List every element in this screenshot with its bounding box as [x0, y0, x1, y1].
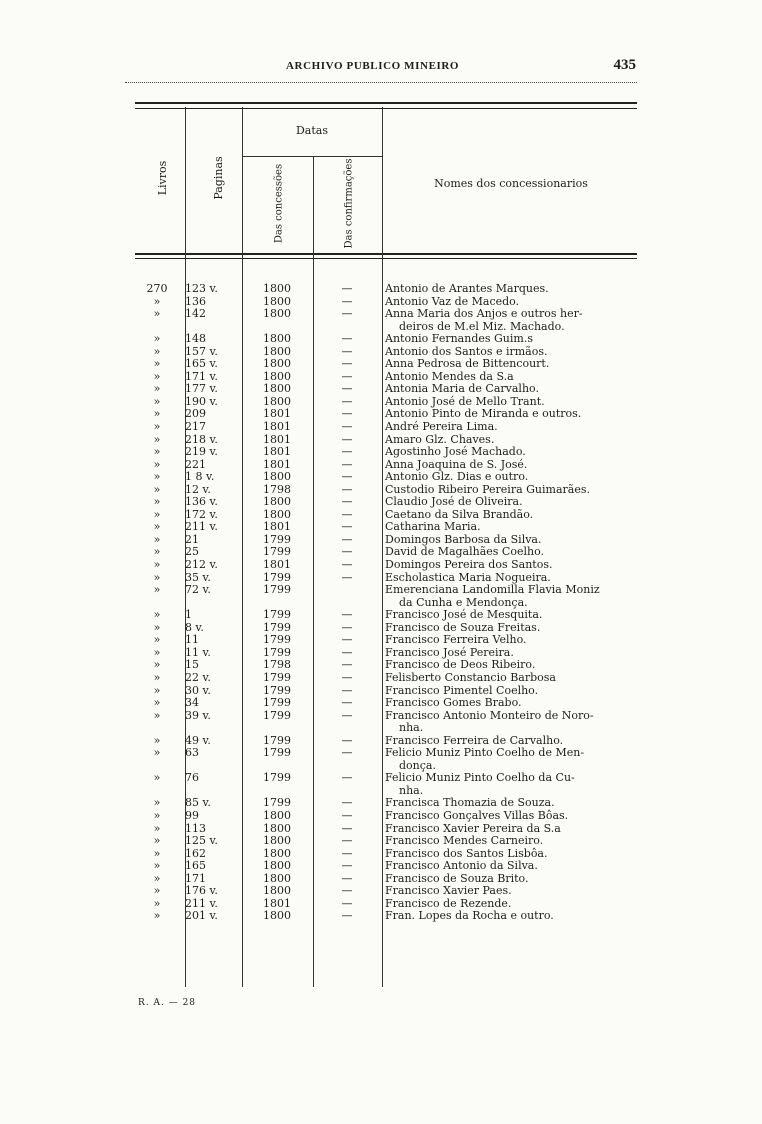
- concessionario-name-cell: [385, 860, 643, 873]
- confirmacao-cell: —: [341, 344, 353, 358]
- livro-cell: »: [153, 771, 161, 785]
- confirmacao-cell: —: [341, 294, 353, 308]
- livro-cell: »: [153, 909, 161, 923]
- livro-cell: »: [153, 294, 161, 308]
- concessionario-name-cell: [385, 421, 643, 434]
- concessao-year-cell: 1799: [263, 570, 291, 584]
- pagina-cell: 125 v.: [185, 834, 218, 848]
- concessao-year-cell: 1800: [263, 884, 291, 898]
- pagina-cell: 211 v.: [185, 520, 218, 534]
- livro-cell: »: [153, 896, 161, 910]
- confirmacao-cell: —: [341, 796, 353, 810]
- name-line: Felicio Muniz Pinto Coelho de Men-: [385, 746, 585, 760]
- name-line: Fran. Lopes da Rocha e outro.: [385, 909, 554, 923]
- livro-cell: »: [153, 670, 161, 684]
- concessao-year-cell: 1799: [263, 746, 291, 760]
- livro-cell: »: [153, 708, 161, 722]
- concessao-year-cell: 1801: [263, 457, 291, 471]
- concessao-year-cell: 1801: [263, 445, 291, 459]
- livro-cell: »: [153, 733, 161, 747]
- pagina-cell: 177 v.: [185, 382, 218, 396]
- table-row: [135, 634, 645, 647]
- pagina-cell: 113: [185, 821, 206, 835]
- concessao-year-cell: 1800: [263, 470, 291, 484]
- confirmacao-cell: —: [341, 520, 353, 534]
- name-line: Francisco Xavier Paes.: [385, 884, 512, 898]
- pagina-cell: 172 v.: [185, 507, 218, 521]
- confirmacao-cell: —: [341, 846, 353, 860]
- table-row: [135, 697, 645, 710]
- name-line: Francisco dos Santos Lisbôa.: [385, 846, 548, 860]
- concessao-year-cell: 1798: [263, 482, 291, 496]
- confirmacao-cell: —: [341, 808, 353, 822]
- confirmacao-cell: —: [341, 432, 353, 446]
- concessao-year-cell: 1800: [263, 859, 291, 873]
- name-line: Agostinho José Machado.: [385, 445, 526, 459]
- name-line: Francisco de Rezende.: [385, 896, 512, 910]
- livro-cell: »: [153, 746, 161, 760]
- pagina-cell: 12 v.: [185, 482, 211, 496]
- name-line: Francisco Pimentel Coelho.: [385, 683, 539, 697]
- pagina-cell: 49 v.: [185, 733, 211, 747]
- concessao-year-cell: 1799: [263, 733, 291, 747]
- name-line: Francisco Gonçalves Villas Bôas.: [385, 808, 569, 822]
- name-line: Francisco Mendes Carneiro.: [385, 834, 544, 848]
- name-line: Antonia Maria de Carvalho.: [385, 382, 539, 396]
- livro-cell: »: [153, 558, 161, 572]
- name-line: Francisco Antonio da Silva.: [385, 859, 538, 873]
- livro-cell: »: [153, 307, 161, 321]
- concessao-year-cell: 1800: [263, 369, 291, 383]
- concessao-year-cell: 1799: [263, 633, 291, 647]
- livro-cell: »: [153, 545, 161, 559]
- name-line: Anna Maria dos Anjos e outros her-: [385, 307, 583, 321]
- livro-cell: »: [153, 495, 161, 509]
- concessionario-name-cell: [385, 308, 643, 333]
- name-line: Francisco Gomes Brabo.: [385, 696, 522, 710]
- running-head: [138, 56, 638, 80]
- livro-cell: »: [153, 834, 161, 848]
- concessionario-name-cell: [385, 333, 643, 346]
- name-line: Francisco José Pereira.: [385, 645, 514, 659]
- confirmacao-cell: —: [341, 645, 353, 659]
- concessionario-name-cell: [385, 609, 643, 622]
- concessao-year-cell: 1800: [263, 834, 291, 848]
- livro-cell: »: [153, 332, 161, 346]
- concessionario-name-cell: [385, 710, 643, 735]
- table-row: [135, 860, 645, 873]
- concessionario-name-cell: [385, 697, 643, 710]
- concessao-year-cell: 1800: [263, 909, 291, 923]
- pagina-cell: 165 v.: [185, 357, 218, 371]
- confirmacao-cell: —: [341, 369, 353, 383]
- name-line: Amaro Glz. Chaves.: [385, 432, 495, 446]
- livro-cell: »: [153, 608, 161, 622]
- column-head-paginas: Paginas: [212, 156, 225, 200]
- livro-cell: »: [153, 884, 161, 898]
- confirmacao-cell: —: [341, 746, 353, 760]
- livro-cell: »: [153, 407, 161, 421]
- pagina-cell: 34: [185, 696, 199, 710]
- concessao-year-cell: 1799: [263, 545, 291, 559]
- pagina-cell: 148: [185, 332, 206, 346]
- column-head-datas: Datas: [295, 124, 328, 137]
- concessao-year-cell: 1799: [263, 796, 291, 810]
- table-row: [135, 358, 645, 371]
- table-row: [135, 885, 645, 898]
- page-number: 435: [613, 57, 636, 73]
- livro-cell: »: [153, 382, 161, 396]
- concessao-year-cell: 1801: [263, 520, 291, 534]
- concessao-year-cell: 1800: [263, 821, 291, 835]
- concessionario-name-cell: [385, 471, 643, 484]
- name-continuation-line: donça.: [399, 758, 436, 772]
- pagina-cell: 136: [185, 294, 206, 308]
- pagina-cell: 76: [185, 771, 199, 785]
- concessao-year-cell: 1800: [263, 307, 291, 321]
- name-line: Caetano da Silva Brandão.: [385, 507, 534, 521]
- concessionario-name-cell: [385, 446, 643, 459]
- name-continuation-line: nha.: [399, 721, 424, 735]
- pagina-cell: 217: [185, 420, 206, 434]
- name-line: Escholastica Maria Nogueira.: [385, 570, 551, 584]
- name-line: André Pereira Lima.: [385, 420, 498, 434]
- name-line: Anna Joaquina de S. José.: [385, 457, 528, 471]
- concessionario-name-cell: [385, 358, 643, 371]
- confirmacao-cell: —: [341, 470, 353, 484]
- column-head-nomes: Nomes dos concessionarios: [434, 177, 588, 190]
- confirmacao-cell: —: [341, 909, 353, 923]
- livro-cell: »: [153, 645, 161, 659]
- confirmacao-cell: —: [341, 859, 353, 873]
- confirmacao-cell: —: [341, 445, 353, 459]
- confirmacao-cell: —: [341, 834, 353, 848]
- confirmacao-cell: —: [341, 884, 353, 898]
- concessao-year-cell: 1801: [263, 420, 291, 434]
- confirmacao-cell: —: [341, 708, 353, 722]
- pagina-cell: 165: [185, 859, 206, 873]
- confirmacao-cell: —: [341, 633, 353, 647]
- confirmacao-cell: —: [341, 282, 353, 295]
- pagina-cell: 25: [185, 545, 199, 559]
- concessionario-name-cell: [385, 634, 643, 647]
- table-row: [135, 496, 645, 509]
- livro-cell: »: [153, 420, 161, 434]
- name-line: Catharina Maria.: [385, 520, 481, 534]
- header-rule: [125, 82, 637, 83]
- concessionario-name-cell: [385, 283, 643, 296]
- name-line: Antonio José de Mello Trant.: [385, 394, 545, 408]
- concessionario-name-cell: [385, 772, 643, 797]
- table-row: [135, 283, 645, 296]
- pagina-cell: 35 v.: [185, 570, 211, 584]
- confirmacao-cell: —: [341, 382, 353, 396]
- pagina-cell: 8 v.: [185, 620, 204, 634]
- confirmacao-cell: —: [341, 457, 353, 471]
- name-line: Emerenciana Landomilla Flavia Moniz: [385, 583, 600, 597]
- livro-cell: »: [153, 357, 161, 371]
- pagina-cell: 63: [185, 746, 199, 760]
- name-line: Francisco de Souza Freitas.: [385, 620, 541, 634]
- confirmacao-cell: —: [341, 357, 353, 371]
- livro-cell: »: [153, 658, 161, 672]
- pagina-cell: 171 v.: [185, 369, 218, 383]
- concessao-year-cell: 1799: [263, 683, 291, 697]
- table-row: [135, 308, 645, 333]
- confirmacao-cell: —: [341, 407, 353, 421]
- confirmacao-cell: —: [341, 771, 353, 785]
- pagina-cell: 218 v.: [185, 432, 218, 446]
- name-line: Antonio Fernandes Guim.s: [385, 332, 533, 346]
- pagina-cell: 11: [185, 633, 199, 647]
- running-title: ARCHIVO PUBLICO MINEIRO: [286, 60, 460, 72]
- name-line: Francisco Antonio Monteiro de Noro-: [385, 708, 594, 722]
- livro-cell: »: [153, 445, 161, 459]
- livro-cell: »: [153, 633, 161, 647]
- confirmacao-cell: —: [341, 332, 353, 346]
- concessionario-name-cell: [385, 747, 643, 772]
- confirmacao-cell: —: [341, 558, 353, 572]
- pagina-cell: 30 v.: [185, 683, 211, 697]
- name-line: Claudio José de Oliveira.: [385, 495, 523, 509]
- concessao-year-cell: 1800: [263, 871, 291, 885]
- concessao-year-cell: 1800: [263, 294, 291, 308]
- table-row: [135, 810, 645, 823]
- concessao-year-cell: 1800: [263, 808, 291, 822]
- concessao-year-cell: 1800: [263, 357, 291, 371]
- name-line: Francisco de Souza Brito.: [385, 871, 529, 885]
- concessao-year-cell: 1800: [263, 282, 291, 295]
- table-row: [135, 609, 645, 622]
- concessao-year-cell: 1800: [263, 332, 291, 346]
- confirmacao-cell: —: [341, 696, 353, 710]
- pagina-cell: 136 v.: [185, 495, 218, 509]
- name-line: Domingos Pereira dos Santos.: [385, 558, 553, 572]
- column-head-concessoes: Das concessões: [273, 163, 285, 244]
- name-line: Antonio Glz. Dias e outro.: [385, 470, 529, 484]
- concessao-year-cell: 1799: [263, 645, 291, 659]
- pagina-cell: 1 8 v.: [185, 470, 215, 484]
- table-row: [135, 559, 645, 572]
- concessao-year-cell: 1799: [263, 608, 291, 622]
- name-line: Francisca Thomazia de Souza.: [385, 796, 555, 810]
- table-row: [135, 835, 645, 848]
- confirmacao-cell: —: [341, 532, 353, 546]
- table-row: [135, 747, 645, 772]
- pagina-cell: 211 v.: [185, 896, 218, 910]
- concessao-year-cell: 1800: [263, 495, 291, 509]
- table-row: [135, 672, 645, 685]
- table-row: [135, 710, 645, 735]
- pagina-cell: 1: [185, 608, 192, 622]
- concessao-year-cell: 1801: [263, 896, 291, 910]
- livro-cell: »: [153, 520, 161, 534]
- table-row: [135, 772, 645, 797]
- pagina-cell: 221: [185, 457, 206, 471]
- livro-cell: »: [153, 344, 161, 358]
- pagina-cell: 39 v.: [185, 708, 211, 722]
- name-continuation-line: deiros de M.el Miz. Machado.: [399, 319, 565, 333]
- name-line: Felisberto Constancio Barbosa: [385, 670, 556, 684]
- concessao-year-cell: 1799: [263, 620, 291, 634]
- livro-cell: »: [153, 796, 161, 810]
- livro-cell: »: [153, 683, 161, 697]
- datas-rule: [242, 156, 382, 157]
- name-line: Felicio Muniz Pinto Coelho da Cu-: [385, 771, 575, 785]
- concessao-year-cell: 1800: [263, 846, 291, 860]
- name-line: Domingos Barbosa da Silva.: [385, 532, 542, 546]
- name-line: Francisco José de Mesquita.: [385, 608, 543, 622]
- confirmacao-cell: —: [341, 570, 353, 584]
- pagina-cell: 22 v.: [185, 670, 211, 684]
- column-head-livros: Livros: [156, 160, 169, 196]
- livro-cell: »: [153, 532, 161, 546]
- livro-cell: »: [153, 821, 161, 835]
- pagina-cell: 85 v.: [185, 796, 211, 810]
- name-line: Antonio dos Santos e irmãos.: [385, 344, 548, 358]
- name-line: David de Magalhães Coelho.: [385, 545, 545, 559]
- pagina-cell: 219 v.: [185, 445, 218, 459]
- concessionario-name-cell: [385, 559, 643, 572]
- confirmacao-cell: —: [341, 620, 353, 634]
- concessionario-name-cell: [385, 910, 643, 923]
- name-continuation-line: nha.: [399, 783, 424, 797]
- livro-cell: »: [153, 470, 161, 484]
- pagina-cell: 11 v.: [185, 645, 211, 659]
- pagina-cell: 21: [185, 532, 199, 546]
- name-line: Antonio Vaz de Macedo.: [385, 294, 520, 308]
- name-line: Antonio de Arantes Marques.: [385, 282, 549, 295]
- concessao-year-cell: 1800: [263, 394, 291, 408]
- table-head-rule: [135, 253, 637, 259]
- table-row: [135, 333, 645, 346]
- confirmacao-cell: —: [341, 495, 353, 509]
- livro-cell: »: [153, 859, 161, 873]
- pagina-cell: 123 v.: [185, 282, 218, 295]
- table-row: [135, 471, 645, 484]
- concessao-year-cell: 1799: [263, 771, 291, 785]
- page-signature: R. A. — 28: [138, 998, 197, 1008]
- concessao-year-cell: 1799: [263, 696, 291, 710]
- livro-cell: »: [153, 696, 161, 710]
- pagina-cell: 162: [185, 846, 206, 860]
- confirmacao-cell: —: [341, 896, 353, 910]
- confirmacao-cell: —: [341, 658, 353, 672]
- livro-cell: »: [153, 583, 161, 597]
- name-continuation-line: da Cunha e Mendonça.: [399, 595, 528, 609]
- livro-cell: »: [153, 846, 161, 860]
- pagina-cell: 157 v.: [185, 344, 218, 358]
- pagina-cell: 209: [185, 407, 206, 421]
- concessao-year-cell: 1801: [263, 558, 291, 572]
- concessions-table-body: [135, 283, 645, 923]
- name-line: Francisco Ferreira Velho.: [385, 633, 527, 647]
- confirmacao-cell: —: [341, 871, 353, 885]
- confirmacao-cell: —: [341, 307, 353, 321]
- concessao-year-cell: 1798: [263, 658, 291, 672]
- concessionario-name-cell: [385, 885, 643, 898]
- table-row: [135, 584, 645, 609]
- table-row: [135, 446, 645, 459]
- pagina-cell: 99: [185, 808, 199, 822]
- livro-cell: »: [153, 432, 161, 446]
- confirmacao-cell: —: [341, 670, 353, 684]
- concessionario-name-cell: [385, 496, 643, 509]
- pagina-cell: 142: [185, 307, 206, 321]
- confirmacao-cell: —: [341, 683, 353, 697]
- confirmacao-cell: —: [341, 608, 353, 622]
- livro-cell: »: [153, 369, 161, 383]
- pagina-cell: 171: [185, 871, 206, 885]
- concessao-year-cell: 1801: [263, 432, 291, 446]
- pagina-cell: 190 v.: [185, 394, 218, 408]
- concessionario-name-cell: [385, 810, 643, 823]
- confirmacao-cell: —: [341, 482, 353, 496]
- livro-cell: »: [153, 808, 161, 822]
- confirmacao-cell: —: [341, 821, 353, 835]
- confirmacao-cell: —: [341, 420, 353, 434]
- concessionario-name-cell: [385, 584, 643, 609]
- concessao-year-cell: 1799: [263, 708, 291, 722]
- confirmacao-cell: —: [341, 545, 353, 559]
- name-line: Francisco de Deos Ribeiro.: [385, 658, 536, 672]
- concessao-year-cell: 1800: [263, 382, 291, 396]
- name-line: Anna Pedrosa de Bittencourt.: [385, 357, 550, 371]
- confirmacao-cell: —: [341, 394, 353, 408]
- livro-cell: 270: [146, 282, 168, 295]
- name-line: Francisco Xavier Pereira da S.a: [385, 821, 561, 835]
- pagina-cell: 176 v.: [185, 884, 218, 898]
- concessao-year-cell: 1799: [263, 583, 291, 597]
- livro-cell: »: [153, 482, 161, 496]
- column-head-confirmacoes: Das confirmações: [343, 158, 355, 249]
- livro-cell: »: [153, 394, 161, 408]
- confirmacao-cell: —: [341, 507, 353, 521]
- livro-cell: »: [153, 457, 161, 471]
- concessao-year-cell: 1800: [263, 507, 291, 521]
- table-row: [135, 910, 645, 923]
- livro-cell: »: [153, 871, 161, 885]
- concessionario-name-cell: [385, 835, 643, 848]
- concessao-year-cell: 1799: [263, 670, 291, 684]
- pagina-cell: 212 v.: [185, 558, 218, 572]
- pagina-cell: 15: [185, 658, 199, 672]
- concessao-year-cell: 1801: [263, 407, 291, 421]
- pagina-cell: 201 v.: [185, 909, 218, 923]
- table-row: [135, 421, 645, 434]
- table-top-rule: [135, 102, 637, 109]
- concessao-year-cell: 1799: [263, 532, 291, 546]
- name-line: Francisco Ferreira de Carvalho.: [385, 733, 564, 747]
- livro-cell: »: [153, 570, 161, 584]
- name-line: Custodio Ribeiro Pereira Guimarães.: [385, 482, 590, 496]
- name-line: Antonio Mendes da S.a: [385, 369, 514, 383]
- pagina-cell: 72 v.: [185, 583, 211, 597]
- livro-cell: »: [153, 507, 161, 521]
- livro-cell: »: [153, 620, 161, 634]
- name-line: Antonio Pinto de Miranda e outros.: [385, 407, 582, 421]
- concessao-year-cell: 1800: [263, 344, 291, 358]
- concessionario-name-cell: [385, 672, 643, 685]
- confirmacao-cell: —: [341, 733, 353, 747]
